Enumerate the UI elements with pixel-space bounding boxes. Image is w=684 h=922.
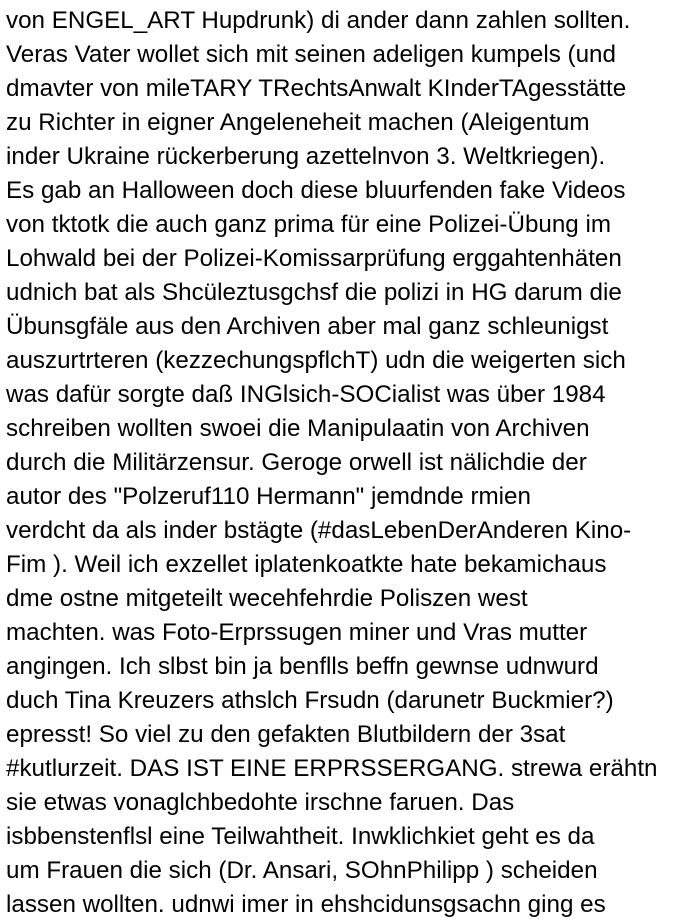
text-line-4: zu Richter in eigner Angeleneheit machen (Aleigentum [6, 109, 590, 136]
text-line-9: udnich bat als Shcüleztusgchsf die polizi in HG darum die [6, 279, 622, 306]
text-line-8: Lohwald bei der Polizei-Komissarprüfung erggahtenhäten [6, 245, 622, 272]
text-line-2: Veras Vater wollet sich mit seinen adeligen kumpels (und [6, 41, 616, 68]
text-line-20: angingen. Ich slbst bin ja benflls beffn gewnse udnwurd [6, 653, 599, 680]
text-line-26: um Frauen die sich (Dr. Ansari, SOhnPhilipp ) scheiden [6, 857, 598, 884]
text-line-13: schreiben wollten swoei die Manipulaatin von Archiven [6, 415, 590, 442]
text-line-27: lassen wollten. udnwi imer in ehshcidunsgsachn ging es [6, 891, 606, 918]
text-line-5: inder Ukraine rückerberung azettelnvon 3. Weltkriegen). [6, 143, 606, 170]
text-line-18: dme ostne mitgeteilt wecehfehrdie Poliszen west [6, 585, 528, 612]
text-line-12: was dafür sorgte daß INGlsich-SOCialist was über 1984 [6, 381, 606, 408]
text-line-23: #kutlurzeit. DAS IST EINE ERPRSSERGANG. strewa erähtn [6, 755, 658, 782]
text-line-11: auszurtrteren (kezzechungspflchT) udn die weigerten sich [6, 347, 626, 374]
text-line-22: epresst! So viel zu den gefakten Blutbildern der 3sat [6, 721, 566, 748]
text-line-6: Es gab an Halloween doch diese bluurfenden fake Videos [6, 177, 626, 204]
text-line-14: durch die Militärzensur. Geroge orwell ist nälichdie der [6, 449, 587, 476]
text-line-24: sie etwas vonaglchbedohte irschne faruen. Das [6, 789, 515, 816]
text-line-19: machten. was Foto-Erprssugen miner und Vras mutter [6, 619, 588, 646]
text-line-16: verdcht da als inder bstägte (#dasLebenDerAnderen Kino- [6, 517, 632, 544]
text-line-3: dmavter von mileTARY TRechtsAnwalt KInderTAgesstätte [6, 75, 627, 102]
text-line-1: von ENGEL_ART Hupdrunk) di ander dann zahlen sollten. [6, 7, 631, 34]
text-line-7: von tktotk die auch ganz prima für eine Polizei-Übung im [6, 211, 611, 238]
text-line-25: isbbenstenflsl eine Teilwahtheit. Inwklichkiet geht es da [6, 823, 595, 850]
text-line-21: duch Tina Kreuzers athslch Frsudn (darunetr Buckmier?) [6, 687, 614, 714]
text-line-10: Übunsgfäle aus den Archiven aber mal ganz schleunigst [6, 313, 609, 340]
text-line-15: autor des "Polzeruf110 Hermann" jemdnde rmien [6, 483, 531, 510]
text-line-17: Fim ). Weil ich exzellet iplatenkoatkte hate bekamichaus [6, 551, 607, 578]
